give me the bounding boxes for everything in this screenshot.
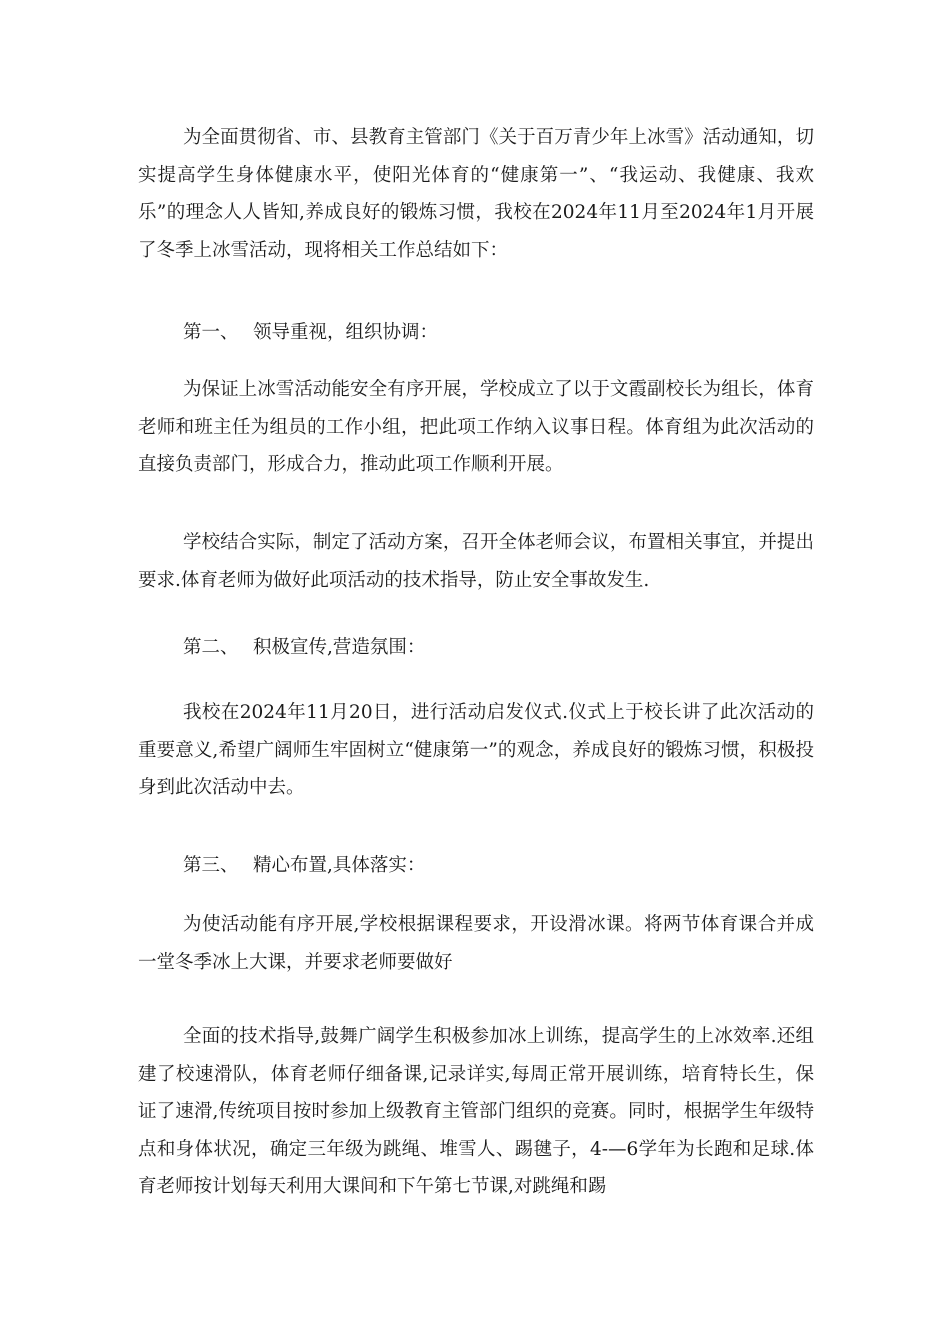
section-number: 第一、 — [183, 322, 239, 343]
section-number: 第二、 — [183, 637, 239, 658]
section-title: 领导重视，组织协调： — [253, 322, 439, 343]
body-paragraph: 学校结合实际，制定了活动方案，召开全体老师会议，布置相关事宜，并提出要求.体育老师为做好此项活动的技术指导，防止安全事故发生. — [138, 532, 814, 591]
section-heading-2 — [183, 629, 425, 667]
body-paragraph: 为使活动能有序开展,学校根据课程要求，开设滑冰课。将两节体育课合并成一堂冬季冰上大课，并要求老师要做好 — [138, 914, 814, 973]
section-heading-3 — [183, 847, 425, 885]
body-paragraph: 我校在2024年11月20日，进行活动启发仪式.仪式上于校长讲了此次活动的重要意义,希望广阔师生牢固树立“健康第一”的观念，养成良好的锻炼习惯，积极投身到此次活动中去。 — [138, 702, 814, 798]
body-paragraph: 全面的技术指导,鼓舞广阔学生积极参加冰上训练，提高学生的上冰效率.还组建了校速滑队，体育老师仔细备课,记录详实,每周正常开展训练，培育特长生，保证了速滑,传统项目按时参加上级教育主管部门组织的竞赛。同时，根据学生年级特点和身体状况，确定三年级为跳绳、堆雪人、踢毽子，4-—6学年为长跑和足球.体育老师按计划每天利用大课间和下午第七节课,对跳绳和踢 — [138, 1026, 814, 1197]
section-title: 精心布置,具体落实： — [253, 855, 426, 876]
section-heading-1 — [183, 314, 438, 352]
intro-paragraph: 为全面贯彻省、市、县教育主管部门《关于百万青少年上冰雪》活动通知，切实提高学生身体健康水平，使阳光体育的“健康第一”、“我运动、我健康、我欢乐”的理念人人皆知,养成良好的锻炼习惯，我校在2024年11月至2024年1月开展了冬季上冰雪活动，现将相关工作总结如下： — [138, 127, 814, 261]
body-paragraph: 为保证上冰雪活动能安全有序开展，学校成立了以于文霞副校长为组长，体育老师和班主任为组员的工作小组，把此项工作纳入议事日程。体育组为此次活动的直接负责部门，形成合力，推动此项工作顺利开展。 — [138, 379, 814, 475]
section-number: 第三、 — [183, 855, 239, 876]
section-title: 积极宣传,营造氛围： — [253, 637, 426, 658]
